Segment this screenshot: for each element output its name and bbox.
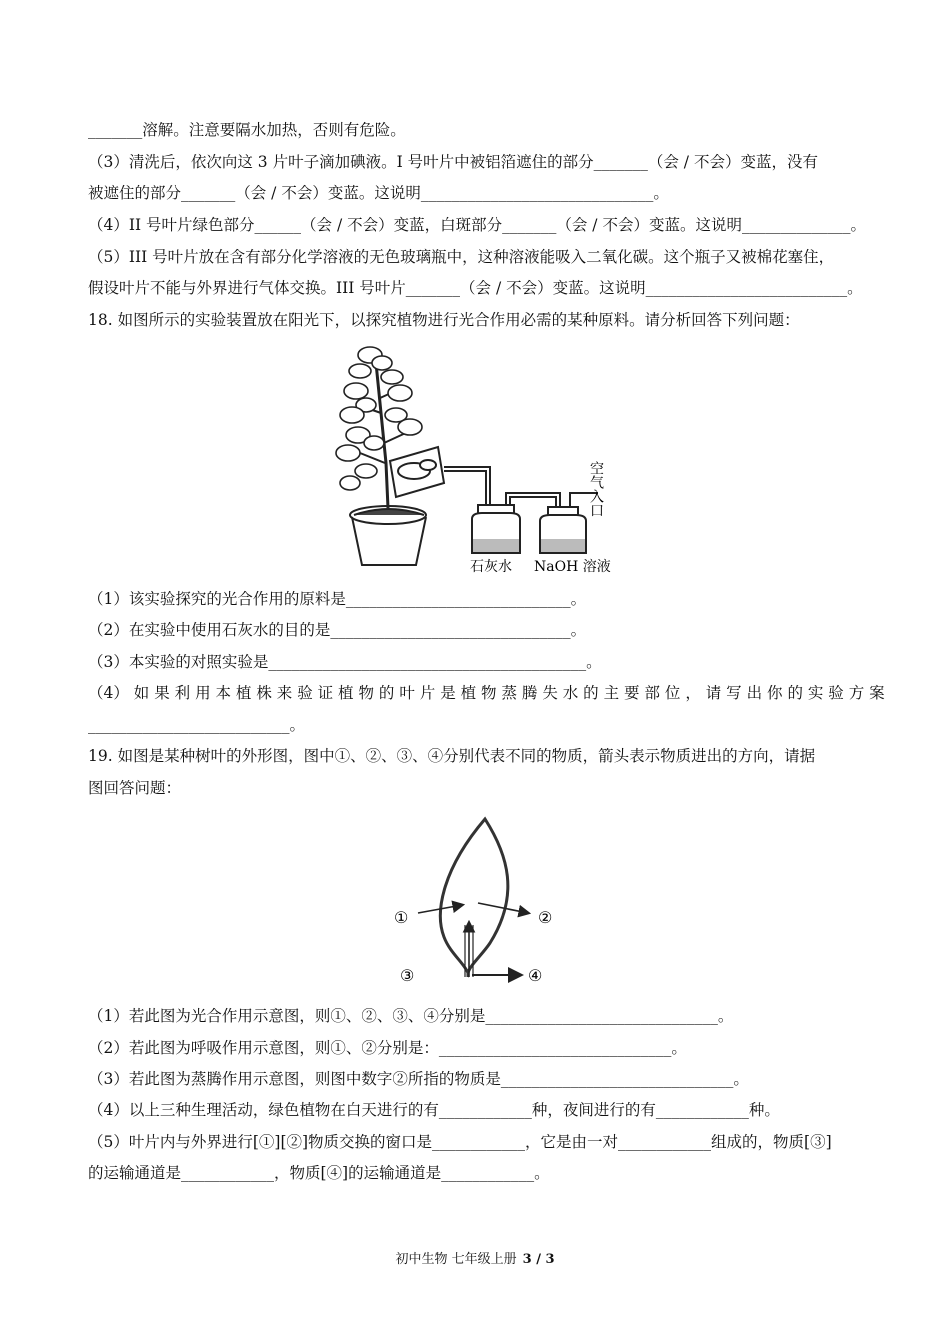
q18-part-3: （3）本实验的对照实验是_________________________________________。: [88, 653, 602, 671]
naoh-bottle: [540, 507, 586, 553]
page-footer: [0, 1248, 950, 1267]
footer-title: 初中生物 七年级上册: [395, 1252, 517, 1267]
label-3: ③: [400, 966, 415, 985]
q17-line-2: （3）清洗后，依次向这 3 片叶子滴加碘液。I 号叶片中被铝箔遮住的部分_______（会 / 不会）变蓝，没有: [88, 153, 818, 171]
q19-part-5-cont: 的运输通道是____________，物质[④]的运输通道是____________。: [88, 1164, 550, 1182]
air-inlet-label: 空气入口: [588, 461, 604, 517]
q19-part-4: （4）以上三种生理活动，绿色植物在白天进行的有____________种，夜间进行的有____________种。: [88, 1101, 780, 1119]
page-number: 3 / 3: [522, 1252, 555, 1267]
q19-part-2: （2）若此图为呼吸作用示意图，则①、②分别是：______________________________。: [88, 1039, 687, 1057]
q19-part-1: （1）若此图为光合作用示意图，则①、②、③、④分别是______________________________。: [88, 1007, 734, 1025]
q19-stem: 19. 如图是某种树叶的外形图，图中①、②、③、④分别代表不同的物质，箭头表示物质进出的方向，请据: [88, 747, 816, 765]
label-4: ④: [528, 966, 543, 985]
connecting-tubes: [444, 467, 598, 507]
leaf-diagram-figure: [390, 815, 570, 990]
q19-stem-cont: 图回答问题：: [88, 779, 182, 797]
q17-line-4: （4）II 号叶片绿色部分______（会 / 不会）变蓝，白斑部分_______（会 / 不会）变蓝。这说明______________。: [88, 216, 866, 234]
q17-line-5: （5）III 号叶片放在含有部分化学溶液的无色玻璃瓶中，这种溶液能吸入二氧化碳。这个瓶子又被棉花塞住，: [88, 248, 835, 266]
plant-experiment-figure: [330, 343, 620, 575]
limewater-label: 石灰水: [470, 559, 512, 575]
flower-pot: [350, 506, 426, 565]
leaf-outline: [440, 819, 507, 973]
q17-line-3: 被遮住的部分_______（会 / 不会）变蓝。这说明______________________________。: [88, 184, 669, 202]
q18-part-4: （4） 如 果 利 用 本 植 株 来 验 证 植 物 的 叶 片 是 植 物 蒸 腾 失 水 的 主 要 部 位 ， 请 写 出 你 的 实 验 方 案: [88, 684, 885, 702]
q18-part-2: （2）在实验中使用石灰水的目的是_______________________________。: [88, 621, 587, 639]
label-1: ①: [394, 908, 409, 927]
leaf-glass-chamber: [390, 447, 444, 497]
label-2: ②: [538, 908, 553, 927]
q18-part-1: （1）该实验探究的光合作用的原料是_____________________________。: [88, 590, 587, 608]
q19-part-3: （3）若此图为蒸腾作用示意图，则图中数字②所指的物质是______________________________。: [88, 1070, 749, 1088]
naoh-label: NaOH 溶液: [534, 559, 611, 575]
q17-line-1: _______溶解。注意要隔水加热，否则有危险。: [88, 121, 406, 139]
q19-part-5: （5）叶片内与外界进行[①][②]物质交换的窗口是____________，它是由一对____________组成的，物质[③]: [88, 1133, 832, 1151]
q17-line-6: 假设叶片不能与外界进行气体交换。III 号叶片_______（会 / 不会）变蓝。这说明__________________________。: [88, 279, 863, 297]
q18-part-4-cont: __________________________。: [88, 716, 306, 734]
limewater-bottle: [472, 505, 520, 553]
q18-stem: 18. 如图所示的实验装置放在阳光下，以探究植物进行光合作用必需的某种原料。请分析回答下列问题：: [88, 311, 800, 329]
